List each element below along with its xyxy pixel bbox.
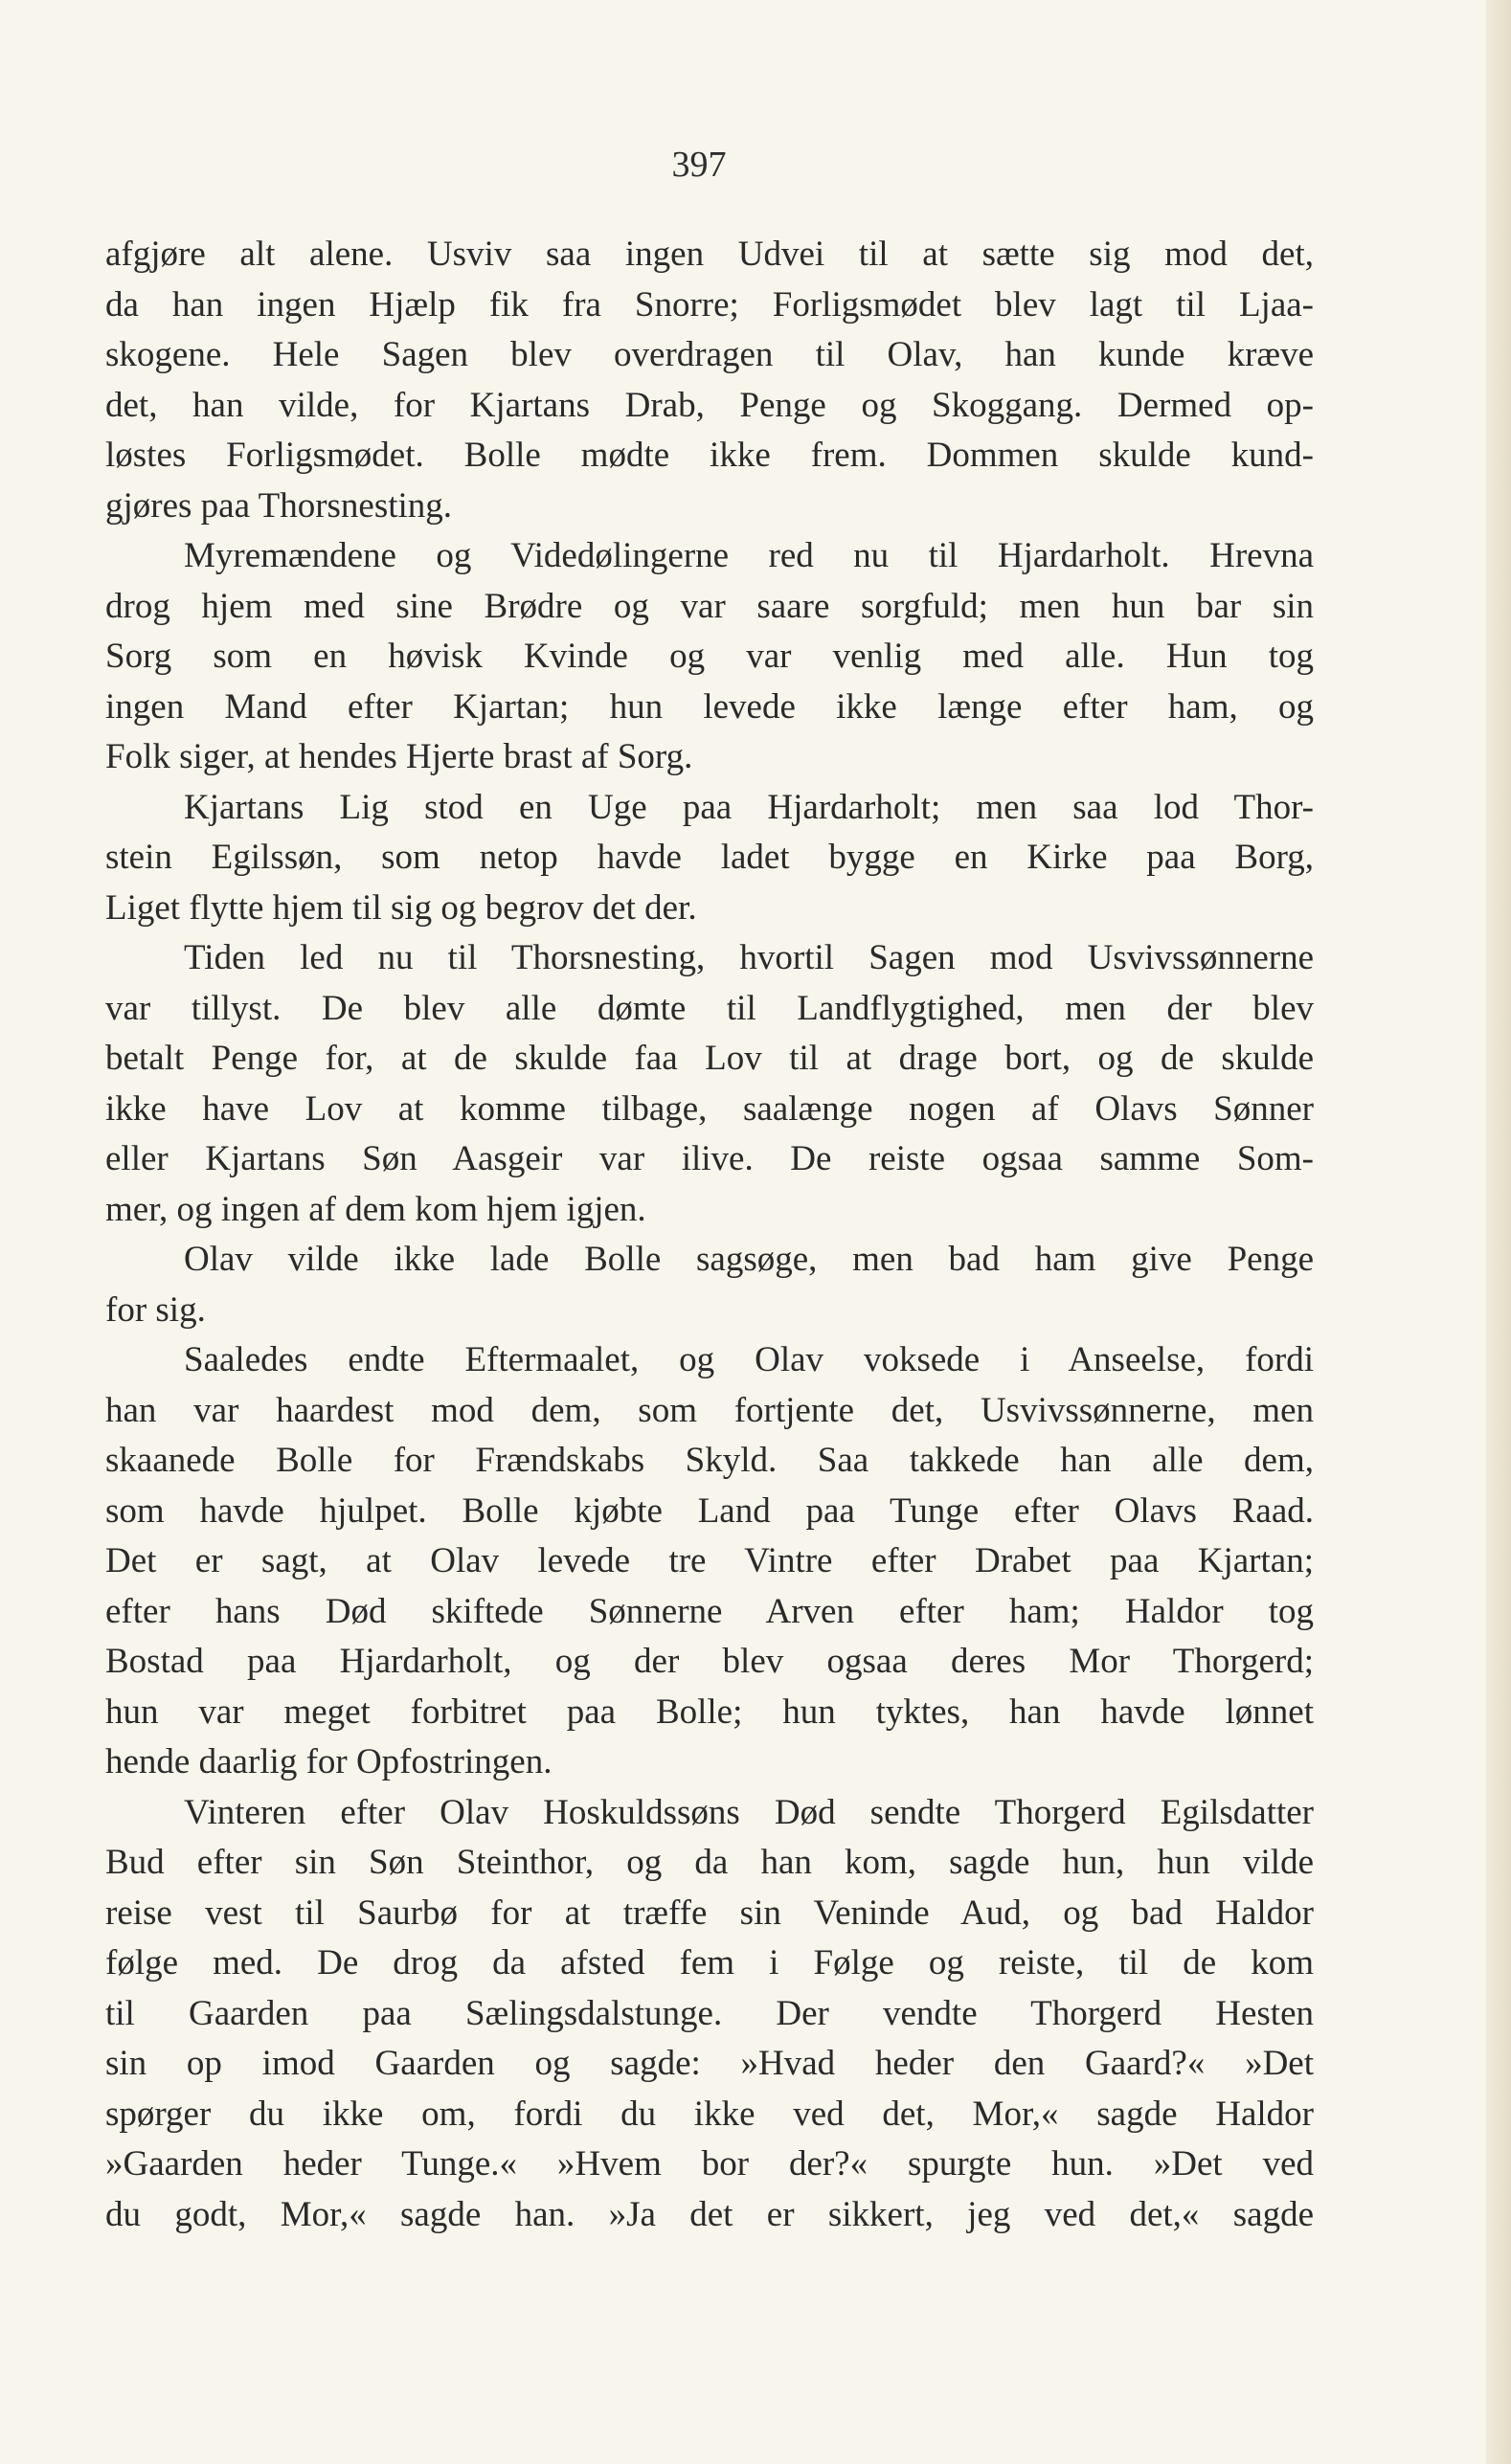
text-line: gjøres paa Thorsnesting.	[105, 485, 453, 526]
text-line: skogene. Hele Sagen blev overdragen til Olav, han kunde kræve	[105, 335, 1314, 374]
page-edge	[1486, 0, 1511, 2464]
text-line: efter hans Død skiftede Sønnerne Arven efter ham; Haldor tog	[105, 1591, 1314, 1631]
text-line: Saaledes endte Eftermaalet, og Olav voksede i Anseelse, fordi	[184, 1340, 1314, 1379]
text-line: stein Egilssøn, som netop havde ladet bygge en Kirke paa Borg,	[105, 838, 1314, 877]
text-line: Tiden led nu til Thorsnesting, hvortil Sagen mod Usvivssønnerne	[184, 938, 1314, 977]
text-line: hende daarlig for Opfostringen.	[105, 1742, 553, 1781]
text-line: »Gaarden heder Tunge.« »Hvem bor der?« spurgte hun. »Det ved	[105, 2144, 1314, 2184]
body-text	[105, 230, 1314, 2240]
text-line: du godt, Mor,« sagde han. »Ja det er sikkert, jeg ved det,« sagde	[105, 2194, 1314, 2234]
text-line: hun var meget forbitret paa Bolle; hun tyktes, han havde lønnet	[105, 1691, 1314, 1732]
text-line: da han ingen Hjælp fik fra Snorre; Forligsmødet blev lagt til Ljaa-	[105, 284, 1314, 325]
text-line: mer, og ingen af dem kom hjem igjen.	[105, 1189, 646, 1229]
text-line: spørger du ikke om, fordi du ikke ved det, Mor,« sagde Haldor	[105, 2094, 1314, 2134]
text-line: Olav vilde ikke lade Bolle sagsøge, men bad ham give Penge	[184, 1240, 1314, 1279]
text-line: følge med. De drog da afsted fem i Følge og reiste, til de kom	[105, 1943, 1314, 1982]
text-line: det, han vilde, for Kjartans Drab, Penge og Skoggang. Dermed op-	[105, 385, 1314, 425]
text-line: for sig.	[105, 1289, 206, 1330]
text-line: løstes Forligsmødet. Bolle mødte ikke frem. Dommen skulde kund-	[105, 436, 1314, 475]
text-line: Bostad paa Hjardarholt, og der blev ogsaa deres Mor Thorgerd;	[105, 1642, 1314, 1681]
text-line: afgjøre alt alene. Usviv saa ingen Udvei til at sætte sig mod det,	[105, 235, 1314, 274]
text-line: eller Kjartans Søn Aasgeir var ilive. De reiste ogsaa samme Som-	[105, 1139, 1314, 1178]
text-line: var tillyst. De blev alle dømte til Landflygtighed, men der blev	[105, 988, 1314, 1028]
text-line: han var haardest mod dem, som fortjente det, Usvivssønnerne, men	[105, 1390, 1314, 1430]
text-line: drog hjem med sine Brødre og var saare sorgfuld; men hun bar sin	[105, 586, 1314, 626]
text-line: til Gaarden paa Sælingsdalstunge. Der vendte Thorgerd Hesten	[105, 1993, 1314, 2033]
text-line: Bud efter sin Søn Steinthor, og da han kom, sagde hun, hun vilde	[105, 1843, 1314, 1882]
text-line: sin op imod Gaarden og sagde: »Hvad heder den Gaard?« »Det	[105, 2044, 1314, 2083]
text-line: ikke have Lov at komme tilbage, saalænge nogen af Olavs Sønner	[105, 1088, 1314, 1129]
text-line: Sorg som en høvisk Kvinde og var venlig med alle. Hun tog	[105, 637, 1314, 676]
text-line: Kjartans Lig stod en Uge paa Hjardarholt; men saa lod Thor-	[184, 787, 1314, 827]
text-line: Det er sagt, at Olav levede tre Vintre efter Drabet paa Kjartan;	[105, 1541, 1314, 1580]
text-line: Folk siger, at hendes Hjerte brast af Sorg.	[105, 737, 693, 776]
text-line: Vinteren efter Olav Hoskuldssøns Død sendte Thorgerd Egilsdatter	[184, 1792, 1314, 1832]
page-number: 397	[671, 145, 727, 185]
text-line: Myremændene og Videdølingerne red nu til Hjardarholt. Hrevna	[184, 536, 1314, 575]
text-line: skaanede Bolle for Frændskabs Skyld. Saa takkede han alle dem,	[105, 1441, 1314, 1480]
text-line: Liget flytte hjem til sig og begrov det der.	[105, 887, 697, 928]
text-line: betalt Penge for, at de skulde faa Lov til at drage bort, og de skulde	[105, 1039, 1314, 1078]
text-line: som havde hjulpet. Bolle kjøbte Land paa Tunge efter Olavs Raad.	[105, 1490, 1314, 1531]
text-line: ingen Mand efter Kjartan; hun levede ikke længe efter ham, og	[105, 686, 1314, 727]
text-line: reise vest til Saurbø for at træffe sin Veninde Aud, og bad Haldor	[105, 1893, 1314, 1933]
